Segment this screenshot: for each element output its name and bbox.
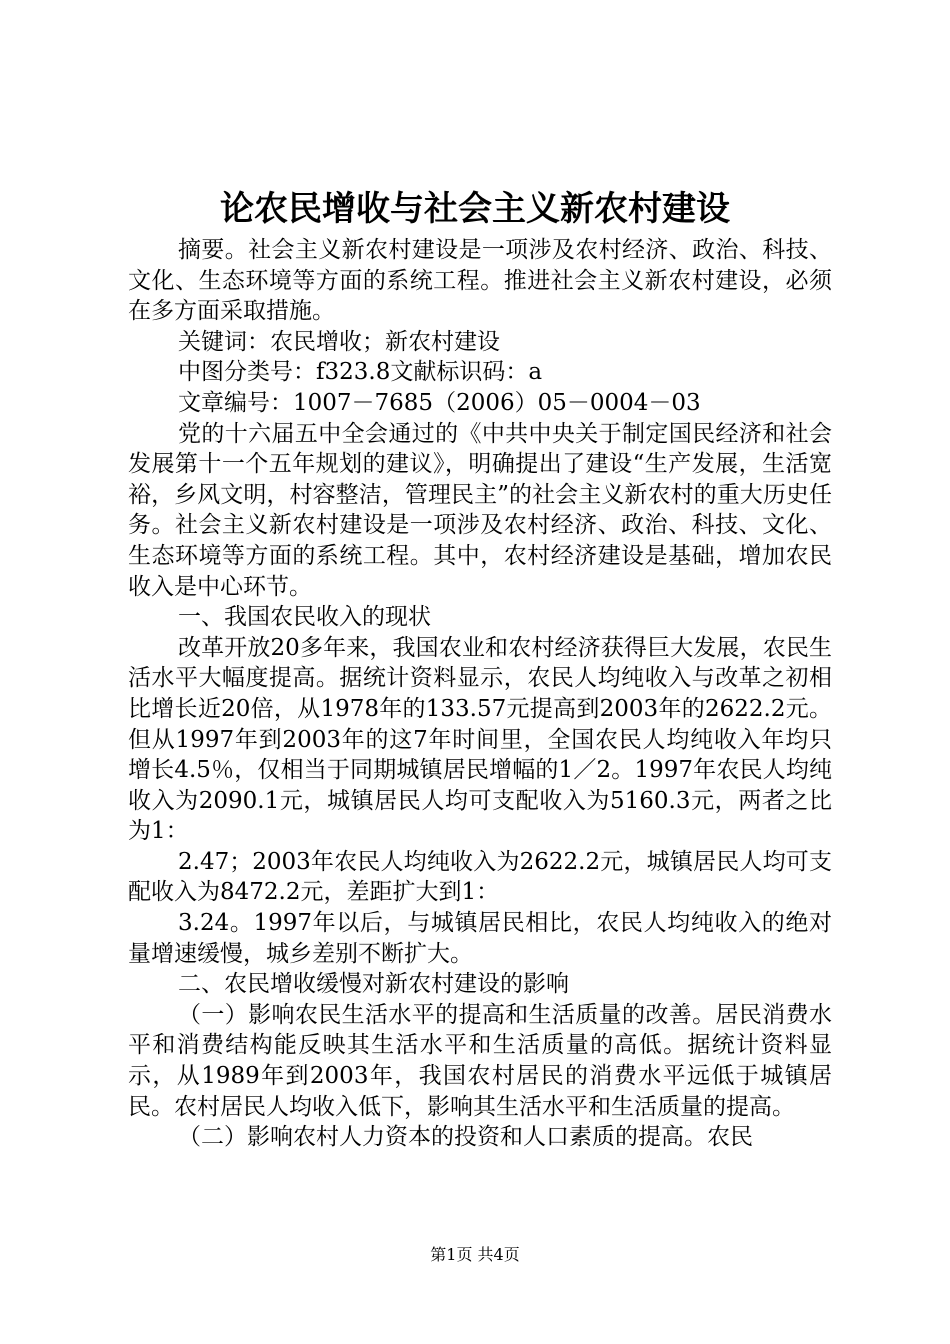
section-heading-1: 一、我国农民收入的现状 xyxy=(178,604,431,631)
classification-line: 中图分类号：f323.8文献标识码：a xyxy=(178,359,543,386)
article-number-line: 文章编号：1007－7685（2006）05－0004－03 xyxy=(178,389,701,416)
page-number-footer: 第1页 共4页 xyxy=(430,1245,520,1264)
intro-paragraph: 党的十六届五中全会通过的《中共中央关于制定国民经济和社会发展第十一个五年规划的建议》，明确提出了建设“生产发展，生活宽裕，乡风文明，村容整洁，管理民主”的社会主义新农村的重大历史任务。社会主义新农村建设是一项涉及农村经济、政治、科技、文化、生态环境等方面的系统工程。其中，农村经济建设是基础，增加农民收入是中心环节。 xyxy=(128,420,832,600)
impact-living-standard-paragraph: （一）影响农民生活水平的提高和生活质量的改善。居民消费水平和消费结构能反映其生活水平和生活质量的高低。据统计资料显示，从1989年到2003年，我国农村居民的消费水平远低于城镇居民。农村居民人均收入低下，影响其生活水平和生活质量的提高。 xyxy=(128,1001,832,1120)
income-ratio-2003-paragraph: 2.47；2003年农民人均纯收入为2622.2元，城镇居民人均可支配收入为8472.2元，差距扩大到1： xyxy=(128,848,832,906)
document-body xyxy=(128,235,832,1185)
document-title: 论农民增收与社会主义新农村建设 xyxy=(220,189,730,229)
impact-human-capital-paragraph: （二）影响农村人力资本的投资和人口素质的提高。农民 xyxy=(178,1124,753,1151)
income-gap-paragraph: 3.24。1997年以后，与城镇居民相比，农民人均纯收入的绝对量增速缓慢，城乡差别不断扩大。 xyxy=(128,910,832,967)
section-heading-2: 二、农民增收缓慢对新农村建设的影响 xyxy=(178,971,569,998)
keywords-line: 关键词：农民增收；新农村建设 xyxy=(178,328,500,355)
income-status-paragraph: 改革开放20多年来，我国农业和农村经济获得巨大发展，农民生活水平大幅度提高。据统计资料显示，农民人均纯收入与改革之初相比增长近20倍，从1978年的133.57元提高到2003年的2622.2元。但从1997年到2003年的这7年时间里，全国农民人均纯收入年均只增长4.5％，仅相当于同期城镇居民增幅的1／2。1997年农民人均纯收入为2090.1元，城镇居民人均可支配收入为5160.3元，两者之比为1： xyxy=(128,634,832,845)
abstract-paragraph: 摘要。社会主义新农村建设是一项涉及农村经济、政治、科技、文化、生态环境等方面的系统工程。推进社会主义新农村建设，必须在多方面采取措施。 xyxy=(128,237,832,325)
